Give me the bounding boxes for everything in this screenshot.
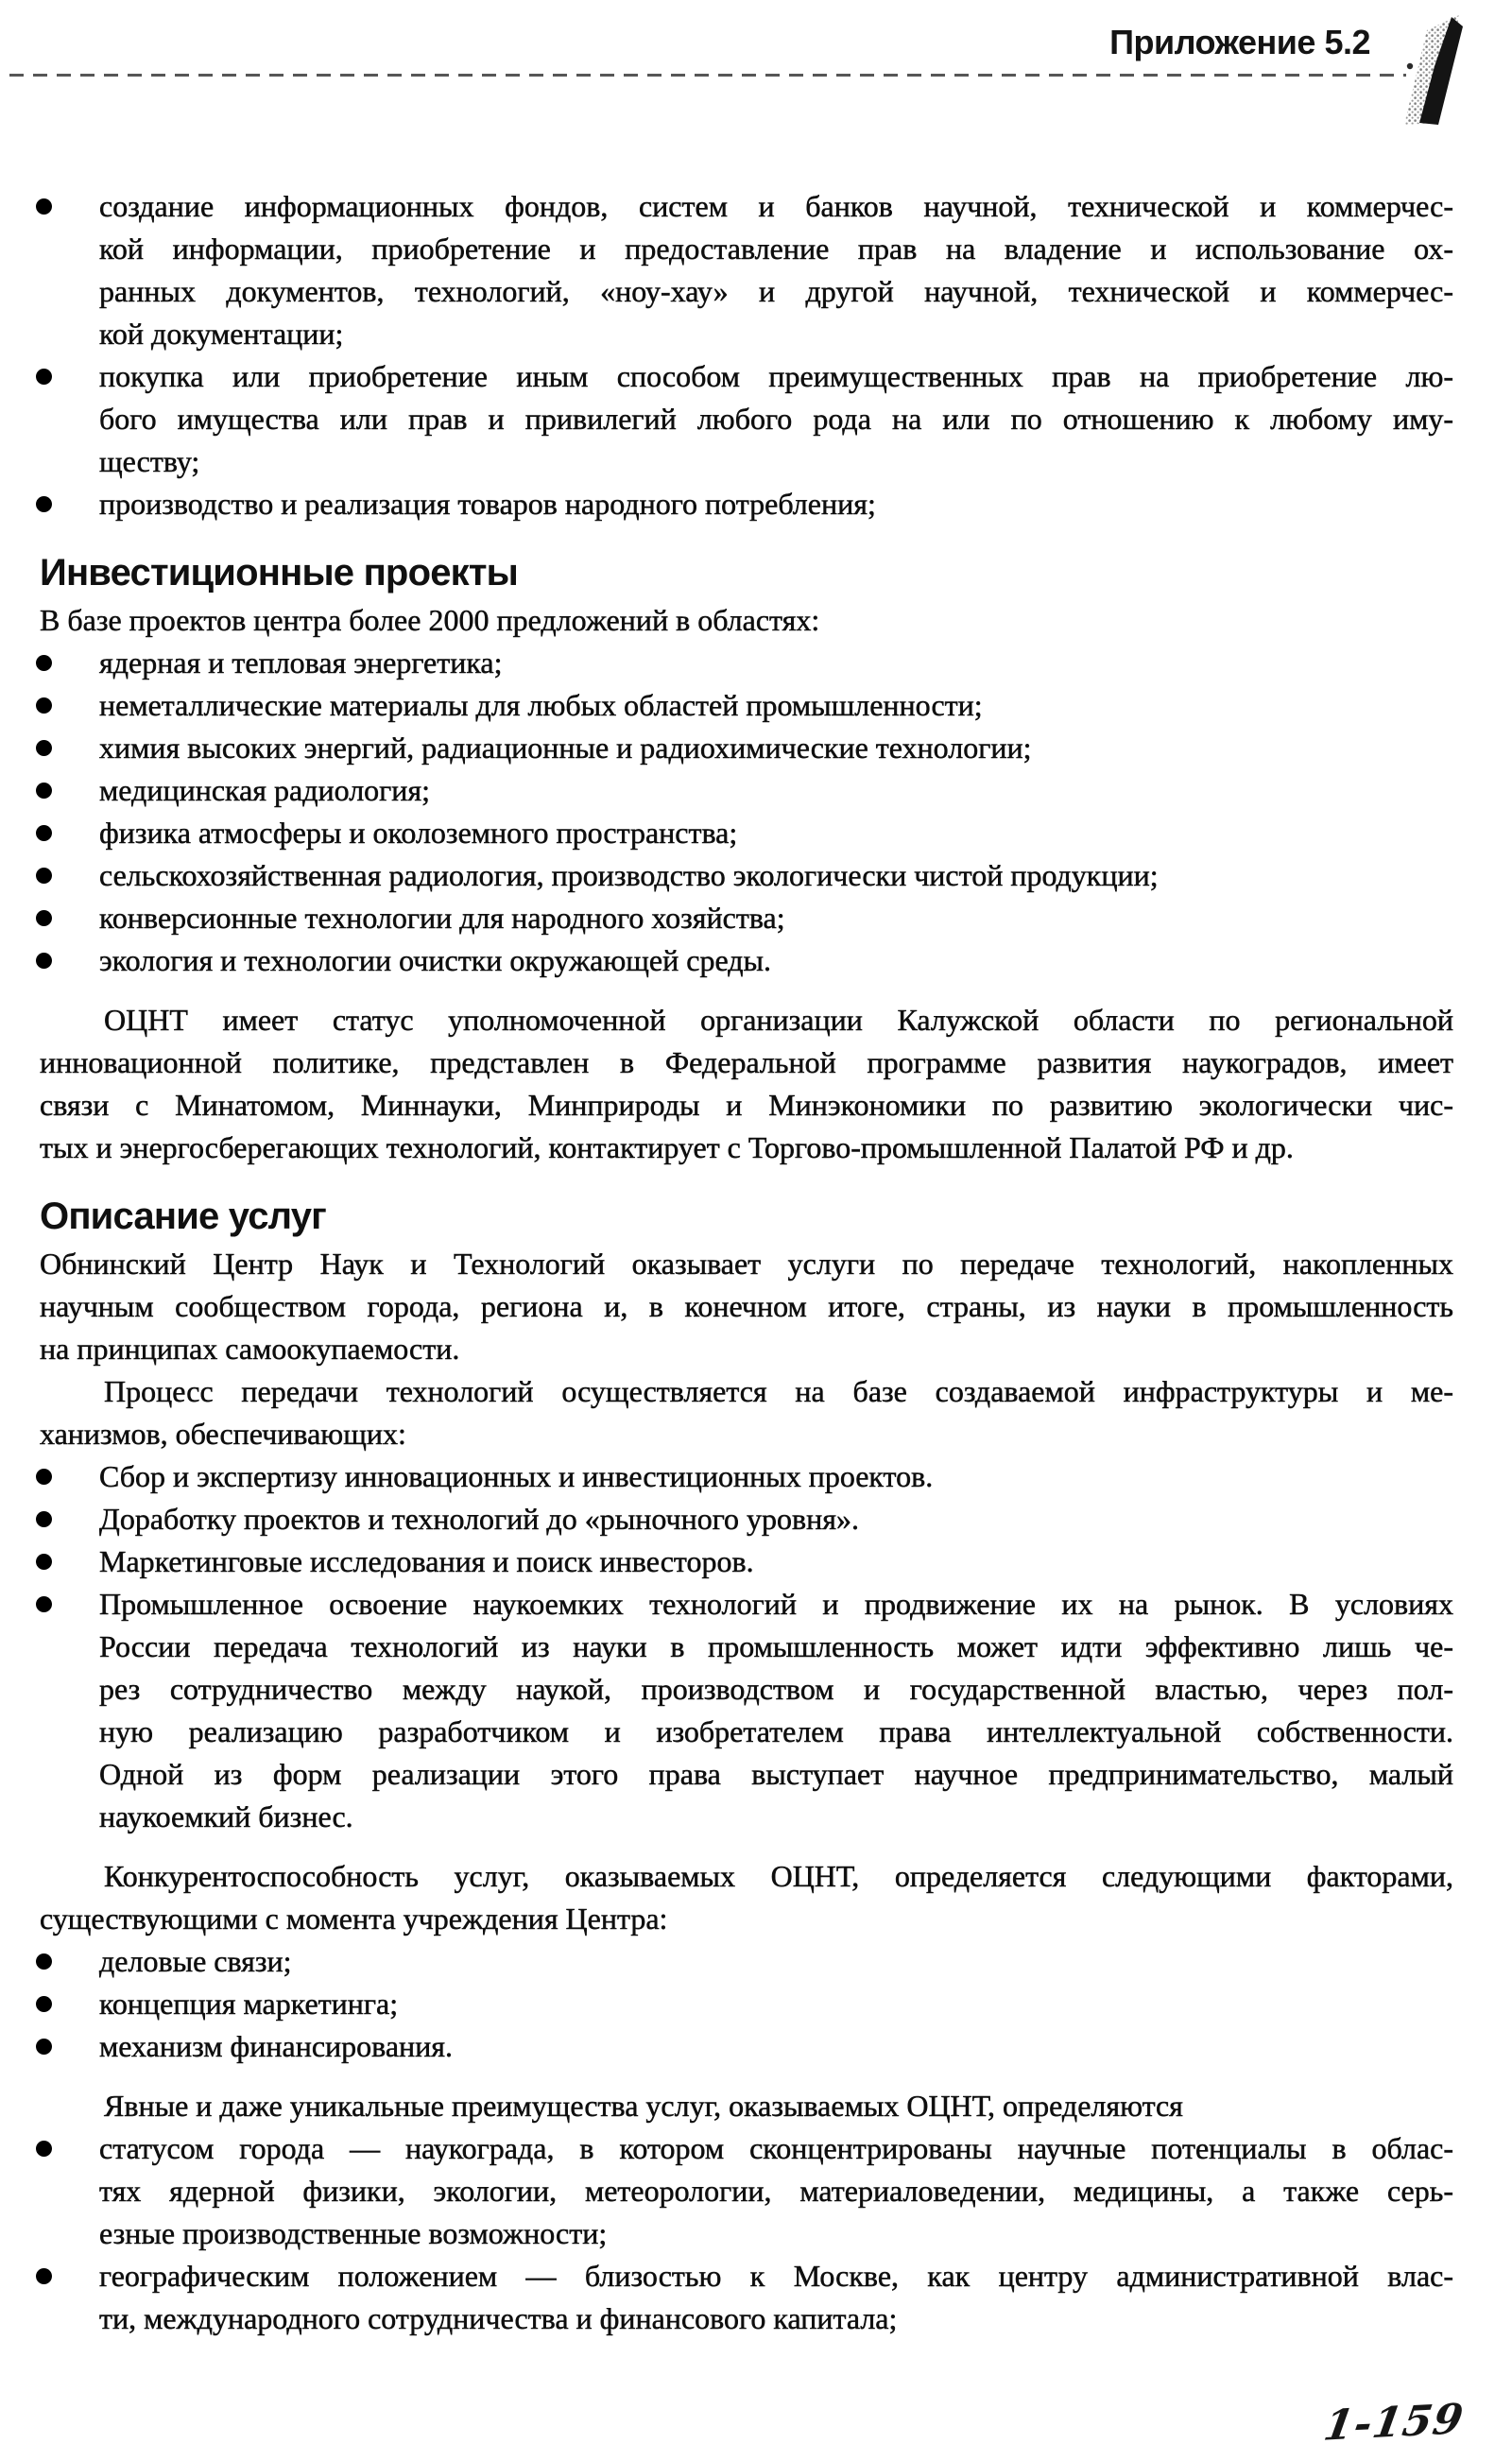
list-item: географическим положением — близостью к Москве, как центру административной влас- ти, международного сотрудничества и финансового капитала;: [40, 2255, 1453, 2340]
technology-transfer-paragraph: Процесс передачи технологий осуществляется на базе создаваемой инфраструктуры и ме- ханизмов, обеспечивающих:: [40, 1374, 1453, 1451]
list-item: физика атмосферы и околоземного пространства;: [40, 812, 1453, 854]
factors-list: [40, 1940, 1453, 2068]
list-item: покупка или приобретение иным способом преимущественных прав на приобретение лю- бого имущества или прав и привилегий любого рода на или по отношению к любому иму- ществу;: [40, 355, 1453, 483]
list-item: создание информационных фондов, систем и банков научной, технической и коммерчес- кой информации, приобретение и предоставление прав на владение и использование ох- ранных документов, технологий, «ноу-хау» и другой научной, технической и коммерчес- кой документации;: [40, 185, 1453, 355]
competitiveness-paragraph: Конкурентоспособность услуг, оказываемых ОЦНТ, определяется следующими факторами, существующими с момента учреждения Центра:: [40, 1859, 1453, 1936]
list-item: производство и реализация товаров народного потребления;: [40, 483, 1453, 525]
page-number: 1-159: [1320, 2395, 1468, 2451]
list-item: медицинская радиология;: [40, 769, 1453, 812]
section-title-investment-projects: Инвестиционные проекты: [40, 552, 519, 594]
list-item: сельскохозяйственная радиология, производство экологически чистой продукции;: [40, 854, 1453, 897]
list-item: концепция маркетинга;: [40, 1983, 1453, 2025]
pen-stroke-mark-icon: [1391, 11, 1470, 129]
list-item: конверсионные технологии для народного хозяйства;: [40, 897, 1453, 939]
advantages-list: [40, 2127, 1453, 2340]
document-body: [40, 185, 1453, 2340]
page-header: [0, 0, 1512, 185]
list-item: неметаллические материалы для любых областей промышленности;: [40, 684, 1453, 727]
intro-bullet-list: [40, 185, 1453, 525]
mechanisms-list: [40, 1455, 1453, 1838]
list-item: Доработку проектов и технологий до «рыночного уровня».: [40, 1498, 1453, 1540]
list-item: деловые связи;: [40, 1940, 1453, 1983]
list-item: ядерная и тепловая энергетика;: [40, 642, 1453, 684]
services-intro-paragraph: Обнинский Центр Наук и Технологий оказывает услуги по передаче технологий, накопленных научным сообществом города, региона и, в конечном итоге, страны, из науки в промышленность на принципах самоокупаемости.: [40, 1247, 1453, 1366]
advantages-paragraph: Явные и даже уникальные преимущества услуг, оказываемых ОЦНТ, определяются: [104, 2089, 1183, 2123]
section-title-services-description: Описание услуг: [40, 1196, 327, 1237]
list-item: химия высоких энергий, радиационные и радиохимические технологии;: [40, 727, 1453, 769]
appendix-label: Приложение 5.2: [1109, 23, 1370, 61]
list-item: Сбор и экспертизу инновационных и инвестиционных проектов.: [40, 1455, 1453, 1498]
list-item: экология и технологии очистки окружающей среды.: [40, 939, 1453, 982]
investment-areas-list: [40, 642, 1453, 982]
investment-lead-paragraph: В базе проектов центра более 2000 предложений в областях:: [40, 603, 820, 637]
ocnt-status-paragraph: ОЦНТ имеет статус уполномоченной организации Калужской области по региональной инновационной политике, представлен в Федеральной программе развития наукоградов, имеет связи с Минатомом, Миннауки, Минприроды и Минэкономики по развитию экологически чис- тых и энергосберегающих технологий, контактирует с Торгово-промышленной Палатой РФ и др.: [40, 1003, 1453, 1164]
list-item: Промышленное освоение наукоемких технологий и продвижение их на рынок. В условиях России передача технологий из науки в промышленность может идти эффективно лишь че- рез сотрудничество между наукой, производством и государственной властью, через пол- ную реализацию разработчиком и изобретателем права интеллектуальной собственности. Одной из форм реализации этого права выступает научное предпринимательство, малый наукоемкий бизнес.: [40, 1583, 1453, 1838]
header-divider: [9, 74, 1406, 77]
list-item: статусом города — наукограда, в котором сконцентрированы научные потенциалы в облас- тях ядерной физики, экологии, метеорологии, материаловедении, медицины, а также серь- езные производственные возможности;: [40, 2127, 1453, 2255]
list-item: Маркетинговые исследования и поиск инвесторов.: [40, 1540, 1453, 1583]
list-item: механизм финансирования.: [40, 2025, 1453, 2068]
